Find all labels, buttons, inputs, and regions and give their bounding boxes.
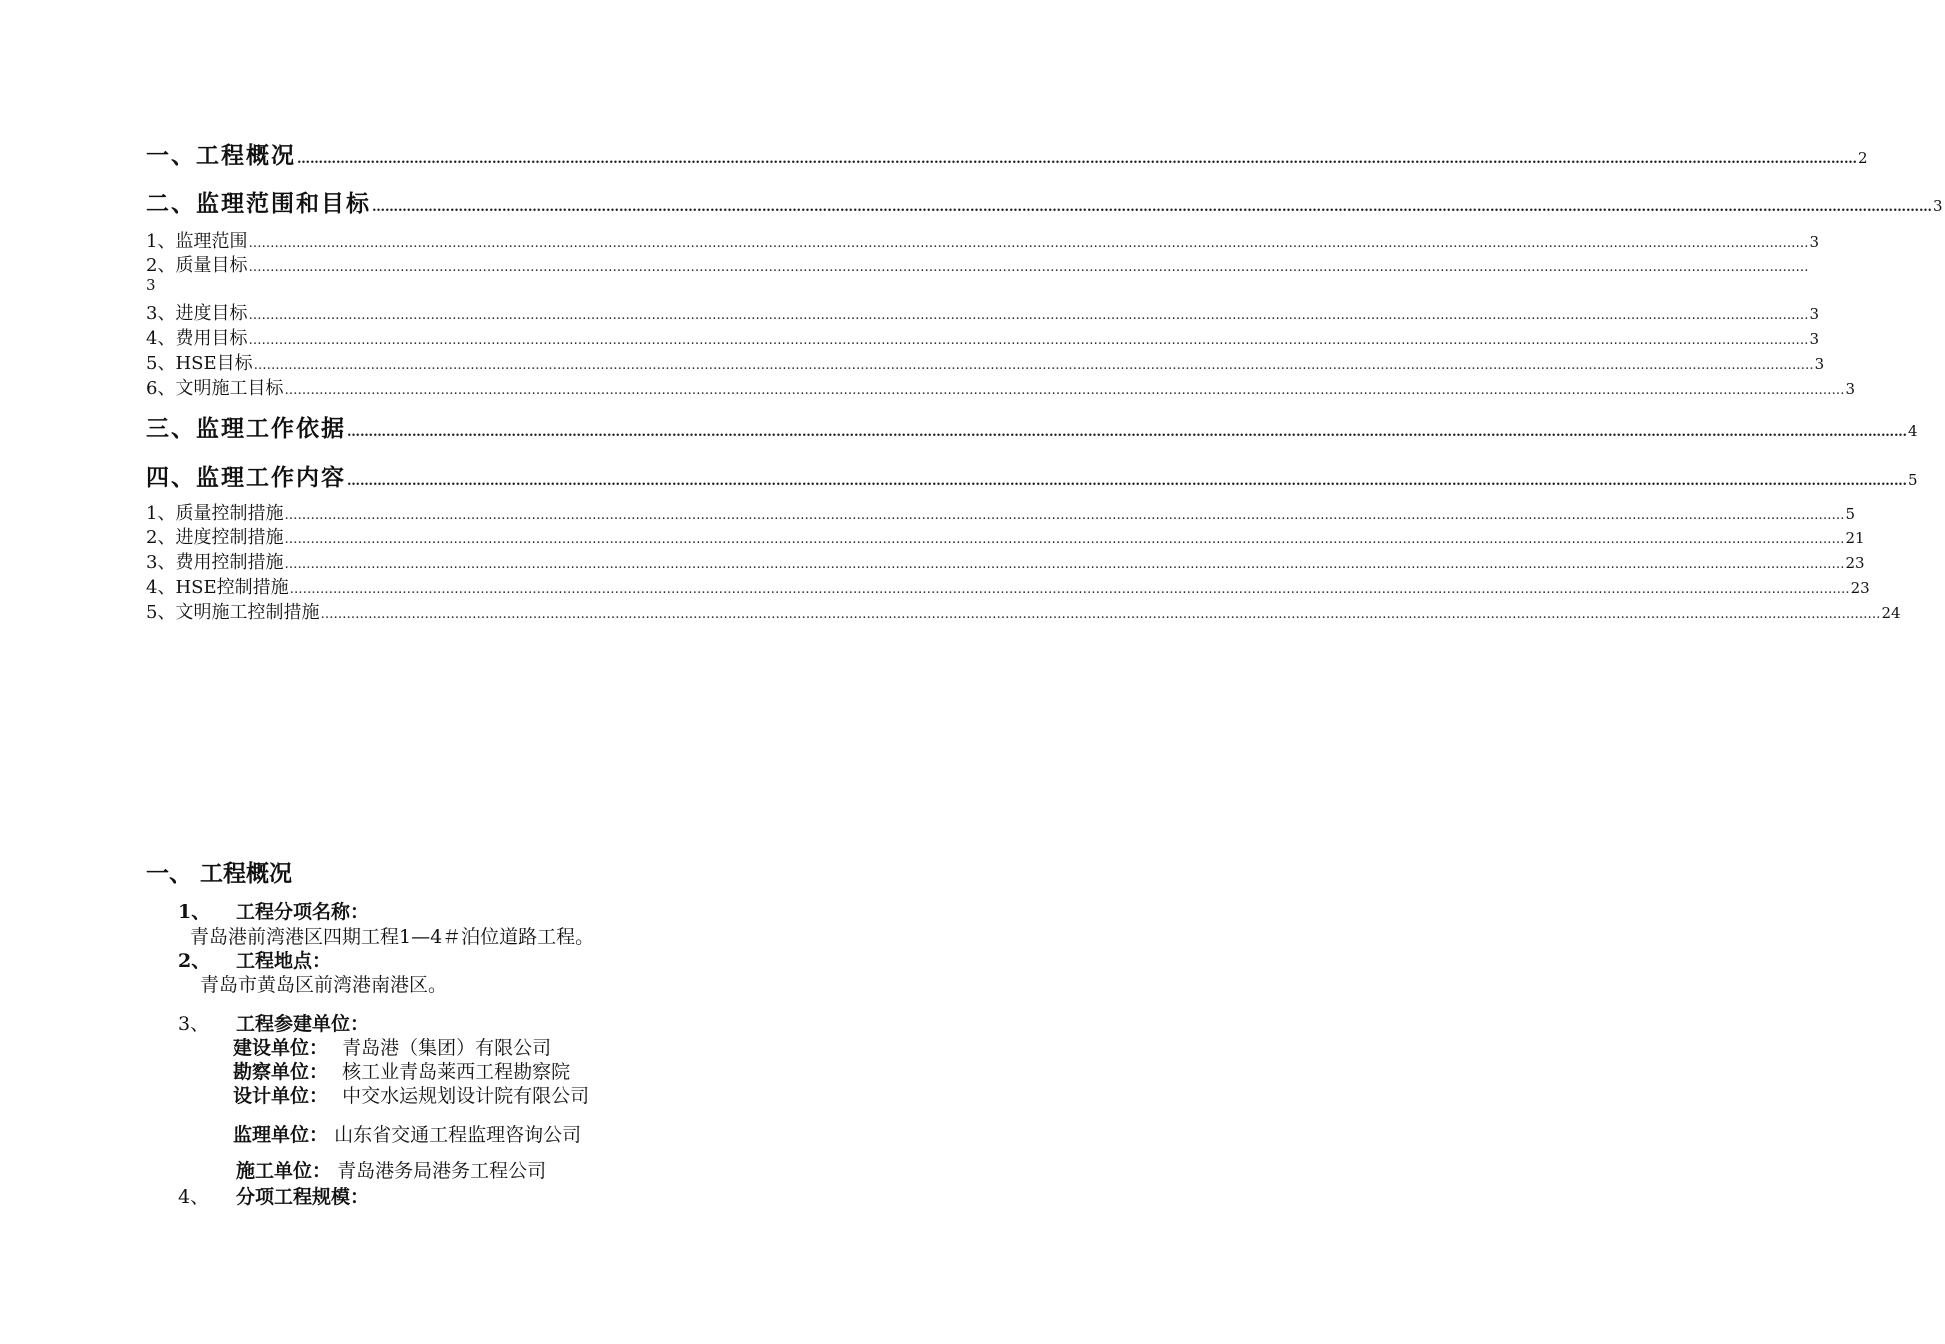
toc-entry-page: 21 [1845, 529, 1865, 547]
toc-leader-dots: ……………………………………………………………………………………………………………………………………………………………………………………………………………………………………………………………………………………………………………………………… [284, 532, 1845, 547]
toc-entry[interactable] [146, 324, 1819, 350]
unit-value: 青岛港（集团）有限公司 [342, 1037, 552, 1059]
toc-leader-dots: ……………………………………………………………………………………………………………………………………………………………………………………………………………………………………………………………………………………………………………………………… [320, 607, 1881, 622]
toc-entry[interactable] [146, 499, 1855, 525]
toc-entry-page: 3 [1809, 233, 1819, 251]
toc-leader-dots: ……………………………………………………………………………………………………………………………………………………………………………………………………………………………………………………………………………………………………………………………… [248, 308, 1809, 323]
unit-value: 核工业青岛莱西工程勘察院 [342, 1061, 571, 1083]
item-value: 青岛港前湾港区四期工程1—4＃泊位道路工程。 [190, 926, 595, 948]
toc-leader-dots: ……………………………………………………………………………………………………………………………………………………………………………………………………………………………………………………………………………………………………………………………… [248, 236, 1809, 251]
toc-entry-title: 2、质量目标 [146, 255, 248, 276]
toc-entry[interactable] [146, 548, 1865, 574]
toc-entry-title: 3、费用控制措施 [146, 552, 284, 573]
item-number: 1、 [178, 901, 211, 923]
toc-entry[interactable] [146, 410, 1920, 443]
toc-entry[interactable] [146, 227, 1819, 253]
toc-entry-page: 2 [1858, 149, 1870, 167]
item-label: 工程分项名称： [236, 901, 370, 923]
section-heading: 一、 工程概况 [146, 860, 293, 887]
toc-entry-page: 3 [1809, 330, 1819, 348]
unit-label: 监理单位： [233, 1124, 329, 1146]
item-number: 2、 [178, 950, 211, 972]
toc-entry-page: 23 [1850, 579, 1870, 597]
toc-entry[interactable] [146, 523, 1865, 549]
toc-leader-dots: ……………………………………………………………………………………………………………………………………………………………………………………………………………………………………………………………………………………………………………………………… [284, 557, 1845, 572]
toc-entry-page: 3 [1809, 305, 1819, 323]
unit-row [236, 1156, 546, 1183]
item-label: 工程地点： [236, 950, 332, 972]
toc-entry-title: 2、进度控制措施 [146, 527, 284, 548]
toc-entry-title: 1、质量控制措施 [146, 503, 284, 524]
unit-row [233, 1033, 551, 1060]
toc-leader-dots: ……………………………………………………………………………………………………………………………………………………………………………………………………………………………………………………………………………………………………………………………… [248, 260, 1809, 275]
toc-entry-page: 3 [1845, 380, 1855, 398]
toc-entry-title: 三、监理工作依据 [146, 415, 346, 442]
item-number: 3、 [178, 1013, 210, 1035]
toc-entry[interactable] [146, 459, 1920, 492]
toc-leader-dots: ……………………………………………………………………………………………………………………………………………………………………………………………………………………………………………………………………………………………………………………………… [347, 474, 1907, 489]
toc-entry[interactable] [146, 349, 1825, 375]
toc-entry[interactable] [146, 573, 1870, 599]
toc-entry-page: 23 [1845, 554, 1865, 572]
toc-entry[interactable] [146, 137, 1870, 170]
toc-entry-title: 四、监理工作内容 [146, 464, 346, 491]
toc-entry-page: 4 [1908, 422, 1920, 440]
item-label: 工程参建单位： [236, 1013, 370, 1035]
unit-value: 中交水运规划设计院有限公司 [342, 1085, 590, 1107]
toc-leader-dots: ……………………………………………………………………………………………………………………………………………………………………………………………………………………………………………………………………………………………………………………………… [284, 508, 1845, 523]
toc-entry[interactable] [146, 598, 1901, 624]
toc-entry-title: 6、文明施工目标 [146, 378, 284, 399]
toc-leader-dots: ……………………………………………………………………………………………………………………………………………………………………………………………………………………………………………………………………………………………………………………………… [297, 152, 1857, 167]
toc-entry[interactable] [146, 299, 1819, 325]
toc-leader-dots: ……………………………………………………………………………………………………………………………………………………………………………………………………………………………………………………………………………………………………………………………… [253, 358, 1814, 373]
toc-entry[interactable] [146, 374, 1855, 400]
unit-label: 设计单位： [233, 1085, 329, 1107]
unit-row [233, 1057, 570, 1084]
unit-label: 建设单位： [233, 1037, 329, 1059]
item-label: 分项工程规模： [236, 1186, 370, 1208]
toc-leader-dots: ……………………………………………………………………………………………………………………………………………………………………………………………………………………………………………………………………………………………………………………………… [248, 333, 1809, 348]
toc-entry-page: 5 [1845, 505, 1855, 523]
unit-label: 勘察单位： [233, 1061, 329, 1083]
toc-entry-title: 5、文明施工控制措施 [146, 602, 320, 623]
toc-leader-dots: ……………………………………………………………………………………………………………………………………………………………………………………………………………………………………………………………………………………………………………………………… [347, 425, 1907, 440]
unit-row [233, 1081, 589, 1108]
toc-entry-title: 1、监理范围 [146, 231, 248, 252]
toc-leader-dots: ……………………………………………………………………………………………………………………………………………………………………………………………………………………………………………………………………………………………………………………………… [372, 200, 1932, 215]
toc-entry-page: 3 [1814, 355, 1825, 373]
toc-entry-title: 3、进度目标 [146, 303, 248, 324]
toc-entry-title: 4、HSE控制措施 [146, 577, 289, 598]
toc-entry[interactable] [146, 185, 1945, 218]
toc-entry-title: 5、HSE目标 [146, 353, 253, 374]
unit-value: 青岛港务局港务工程公司 [337, 1160, 547, 1182]
toc-entry-title: 一、工程概况 [146, 142, 296, 169]
item-number: 4、 [178, 1186, 210, 1208]
toc-entry-page: 24 [1881, 604, 1901, 622]
toc-leader-dots: ……………………………………………………………………………………………………………………………………………………………………………………………………………………………………………………………………………………………………………………………… [284, 383, 1845, 398]
unit-label: 施工单位： [236, 1160, 332, 1182]
toc-entry-page: 3 [1933, 197, 1945, 215]
toc-leader-dots: ……………………………………………………………………………………………………………………………………………………………………………………………………………………………………………………………………………………………………………………………… [289, 582, 1850, 597]
toc-entry[interactable] [146, 251, 1809, 277]
toc-wrapped-page-number: 3 [146, 276, 156, 294]
toc-entry-title: 二、监理范围和目标 [146, 190, 371, 217]
unit-value: 山东省交通工程监理咨询公司 [334, 1124, 582, 1146]
toc-entry-title: 4、费用目标 [146, 328, 248, 349]
unit-row [233, 1120, 581, 1147]
toc-entry-page: 5 [1908, 471, 1920, 489]
item-value: 青岛市黄岛区前湾港南港区。 [200, 974, 448, 996]
